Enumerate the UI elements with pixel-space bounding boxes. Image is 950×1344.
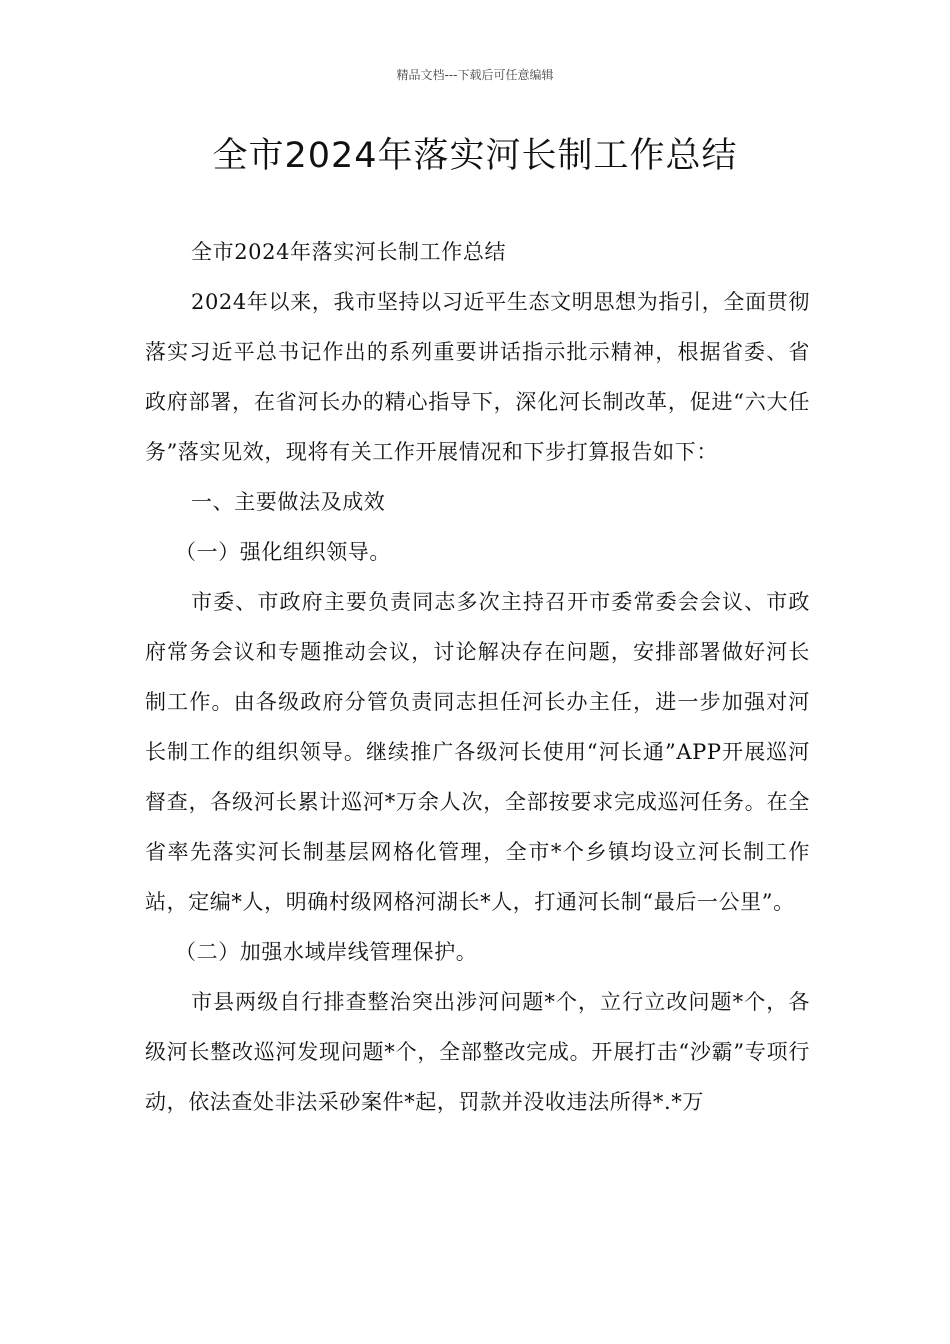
- intro-paragraph: 2024年以来，我市坚持以习近平生态文明思想为指引，全面贯彻落实习近平总书记作出的系列重要讲话指示批示精神，根据省委、省政府部署，在省河长办的精心指导下，深化河长制改革，促进“六大任务”落实见效，现将有关工作开展情况和下步打算报告如下：: [145, 290, 810, 464]
- document-title: 全市2024年落实河长制工作总结: [212, 136, 738, 176]
- subsection-heading-1: （一）强化组织领导。: [175, 540, 391, 564]
- paragraph-organization: 市委、市政府主要负责同志多次主持召开市委常委会会议、市政府常务会议和专题推动会议，讨论解决存在问题，安排部署做好河长制工作。由各级政府分管负责同志担任河长办主任，进一步加强对河长制工作的组织领导。继续推广各级河长使用“河长通”APP开展巡河督查，各级河长累计巡河*万余人次，全部按要求完成巡河任务。在全省率先落实河长制基层网格化管理，全市*个乡镇均设立河长制工作站，定编*人，明确村级网格河湖长*人，打通河长制“最后一公里”。: [145, 590, 810, 914]
- header-note: 精品文档---下载后可任意编辑: [396, 68, 554, 82]
- paragraph-shoreline: 市县两级自行排查整治突出涉河问题*个，立行立改问题*个，各级河长整改巡河发现问题*个，全部整改完成。开展打击“沙霸”专项行动，依法查处非法采砂案件*起，罚款并没收违法所得*.*万: [145, 990, 810, 1114]
- body-heading-line: 全市2024年落实河长制工作总结: [191, 240, 507, 264]
- section-heading-1: 一、主要做法及成效: [191, 490, 386, 514]
- document-body: [145, 227, 810, 1127]
- subsection-heading-2: （二）加强水域岸线管理保护。: [175, 940, 478, 964]
